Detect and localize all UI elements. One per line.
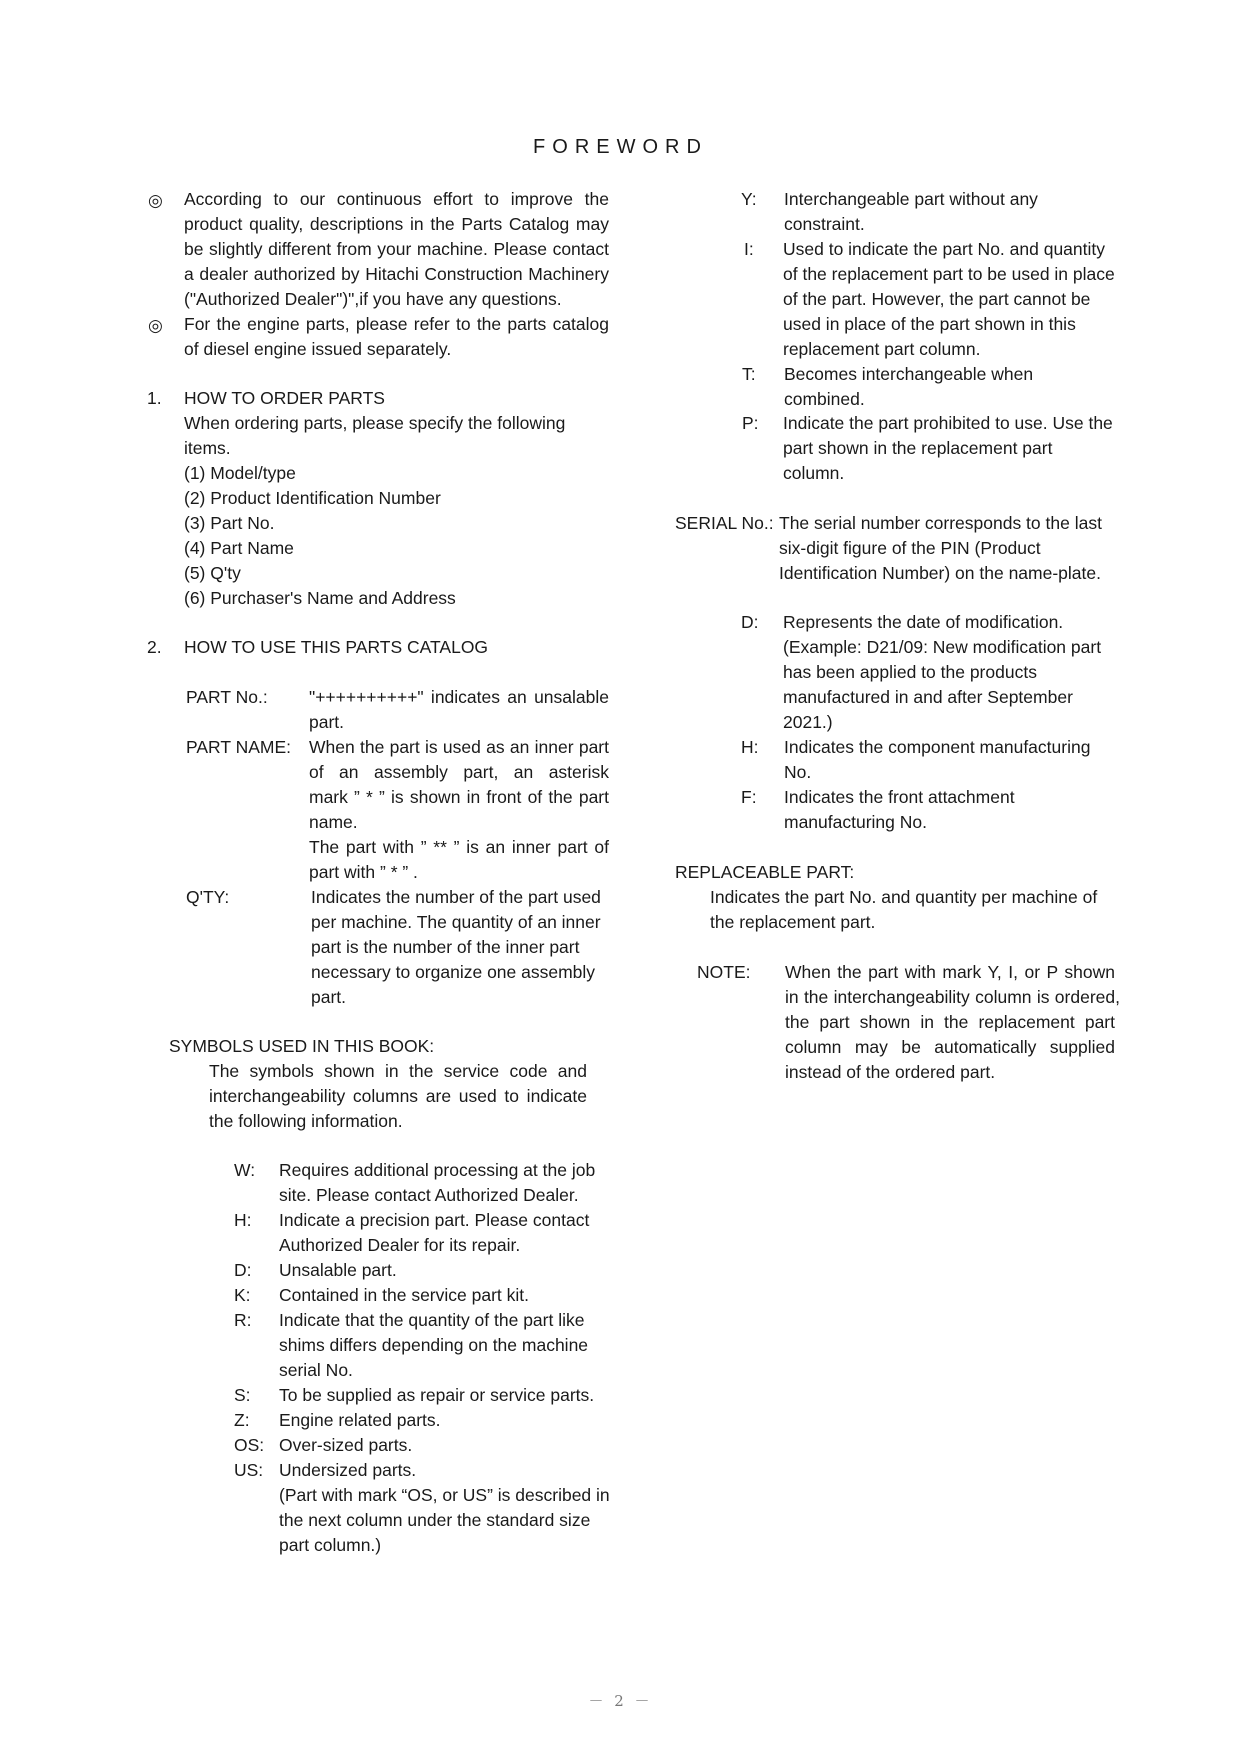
modification-key: F: xyxy=(741,787,757,807)
symbol-desc: the next column under the standard size xyxy=(279,1510,591,1530)
interchange-desc: Interchangeable part without any xyxy=(784,189,1038,209)
serial-desc: Identification Number) on the name-plate. xyxy=(779,563,1101,583)
page-number: － 2 － xyxy=(588,1692,653,1710)
bullet-mark: ◎ xyxy=(148,191,163,210)
section-1-intro: items. xyxy=(184,438,231,458)
symbol-desc: Indicate that the quantity of the part like xyxy=(279,1310,585,1330)
qty-label: Q'TY: xyxy=(186,887,230,907)
modification-desc: Indicates the component manufacturing xyxy=(784,737,1091,757)
modification-desc: manufactured in and after September xyxy=(783,687,1073,707)
bullet-1-line: ("Authorized Dealer")",if you have any questions. xyxy=(184,289,562,309)
order-item: (2) Product Identification Number xyxy=(184,488,441,508)
note-line: When the part with mark Y, I, or P shown xyxy=(785,962,1115,982)
qty-line: Indicates the number of the part used xyxy=(311,887,601,907)
symbol-desc: shims differs depending on the machine xyxy=(279,1335,589,1355)
section-2-number: 2. xyxy=(147,637,162,657)
symbol-desc: Undersized parts. xyxy=(279,1460,417,1480)
modification-desc: Represents the date of modification. xyxy=(783,612,1064,632)
note-line: the part shown in the replacement part xyxy=(785,1012,1115,1032)
order-item: (5) Q'ty xyxy=(184,563,241,583)
interchange-desc: Becomes interchangeable when xyxy=(784,364,1034,384)
part-name-line: The part with ” ** ” is an inner part of xyxy=(309,837,609,857)
part-name-line: mark ” * ” is shown in front of the part xyxy=(309,787,609,807)
serial-desc: The serial number corresponds to the last xyxy=(779,513,1102,533)
symbol-desc: Indicate a precision part. Please contact xyxy=(279,1210,590,1230)
part-no-line: part. xyxy=(309,712,345,732)
interchange-desc: replacement part column. xyxy=(783,339,981,359)
symbol-desc: part column.) xyxy=(279,1535,382,1555)
order-item: (4) Part Name xyxy=(184,538,294,558)
part-no-label: PART No.: xyxy=(186,687,268,707)
modification-desc: 2021.) xyxy=(783,712,833,732)
page-title: FOREWORD xyxy=(533,136,708,158)
symbol-desc: Over-sized parts. xyxy=(279,1435,413,1455)
part-name-line: When the part is used as an inner part xyxy=(309,737,609,757)
modification-key: D: xyxy=(741,612,759,632)
qty-line: part is the number of the inner part xyxy=(311,937,580,957)
qty-line: part. xyxy=(311,987,347,1007)
symbol-desc: Requires additional processing at the job xyxy=(279,1160,596,1180)
interchange-desc: of the replacement part to be used in place xyxy=(783,264,1115,284)
symbol-desc: serial No. xyxy=(279,1360,353,1380)
part-name-line: of an assembly part, an asterisk xyxy=(309,762,609,782)
bullet-1-line: be slightly different from your machine. Please contact xyxy=(184,239,609,259)
symbol-key: H: xyxy=(234,1210,252,1230)
modification-key: H: xyxy=(741,737,759,757)
symbol-desc: Contained in the service part kit. xyxy=(279,1285,529,1305)
qty-line: necessary to organize one assembly xyxy=(311,962,596,982)
interchange-desc: Used to indicate the part No. and quantity xyxy=(783,239,1106,259)
symbol-desc: site. Please contact Authorized Dealer. xyxy=(279,1185,579,1205)
order-item: (1) Model/type xyxy=(184,463,296,483)
symbol-desc: To be supplied as repair or service parts. xyxy=(279,1385,595,1405)
interchange-desc: combined. xyxy=(784,389,865,409)
symbol-desc: Engine related parts. xyxy=(279,1410,441,1430)
symbol-key: OS: xyxy=(234,1435,265,1455)
interchange-key: P: xyxy=(742,413,759,433)
interchange-key: Y: xyxy=(741,189,757,209)
replaceable-heading: REPLACEABLE PART: xyxy=(675,862,855,882)
part-name-label: PART NAME: xyxy=(186,737,292,757)
note-line: instead of the ordered part. xyxy=(785,1062,996,1082)
interchange-desc: part shown in the replacement part xyxy=(783,438,1053,458)
qty-line: per machine. The quantity of an inner xyxy=(311,912,601,932)
serial-label: SERIAL No.: xyxy=(675,513,774,533)
bullet-mark: ◎ xyxy=(148,316,163,335)
replaceable-desc: Indicates the part No. and quantity per machine of xyxy=(710,887,1098,907)
bullet-1-line: product quality, descriptions in the Parts Catalog may xyxy=(184,214,609,234)
interchange-desc: Indicate the part prohibited to use. Use the xyxy=(783,413,1113,433)
bullet-2-line: of diesel engine issued separately. xyxy=(184,339,452,359)
symbol-key: W: xyxy=(234,1160,256,1180)
section-2-heading: HOW TO USE THIS PARTS CATALOG xyxy=(184,637,489,657)
interchange-desc: used in place of the part shown in this xyxy=(783,314,1076,334)
bullet-1-line: According to our continuous effort to improve the xyxy=(184,189,609,209)
modification-desc: manufacturing No. xyxy=(784,812,927,832)
symbol-key: D: xyxy=(234,1260,252,1280)
symbol-key: R: xyxy=(234,1310,252,1330)
modification-desc: (Example: D21/09: New modification part xyxy=(783,637,1102,657)
order-item: (6) Purchaser's Name and Address xyxy=(184,588,456,608)
bullet-1-line: a dealer authorized by Hitachi Construction Machinery xyxy=(184,264,609,284)
interchange-key: T: xyxy=(742,364,756,384)
part-name-line: part with ” * ” . xyxy=(309,862,418,882)
symbol-key: US: xyxy=(234,1460,264,1480)
serial-desc: six-digit figure of the PIN (Product xyxy=(779,538,1041,558)
replaceable-desc: the replacement part. xyxy=(710,912,876,932)
interchange-desc: constraint. xyxy=(784,214,865,234)
symbols-intro: the following information. xyxy=(209,1111,403,1131)
interchange-desc: of the part. However, the part cannot be xyxy=(783,289,1091,309)
order-item: (3) Part No. xyxy=(184,513,275,533)
note-line: in the interchangeability column is ordered, xyxy=(785,987,1120,1007)
symbol-key: Z: xyxy=(234,1410,250,1430)
symbols-heading: SYMBOLS USED IN THIS BOOK: xyxy=(169,1036,435,1056)
part-name-line: name. xyxy=(309,812,358,832)
note-line: column may be automatically supplied xyxy=(785,1037,1115,1057)
section-1-heading: HOW TO ORDER PARTS xyxy=(184,388,385,408)
symbol-desc: Unsalable part. xyxy=(279,1260,397,1280)
section-1-intro: When ordering parts, please specify the following xyxy=(184,413,566,433)
note-label: NOTE: xyxy=(697,962,751,982)
symbols-intro: The symbols shown in the service code and xyxy=(209,1061,587,1081)
part-no-line: "++++++++++" indicates an unsalable xyxy=(309,687,609,707)
interchange-desc: column. xyxy=(783,463,845,483)
symbol-key: K: xyxy=(234,1285,251,1305)
symbol-desc: Authorized Dealer for its repair. xyxy=(279,1235,521,1255)
modification-desc: No. xyxy=(784,762,812,782)
symbols-intro: interchangeability columns are used to indicate xyxy=(209,1086,587,1106)
interchange-key: I: xyxy=(744,239,754,259)
modification-desc: has been applied to the products xyxy=(783,662,1037,682)
symbol-key: S: xyxy=(234,1385,251,1405)
symbol-desc: (Part with mark “OS, or US” is described in xyxy=(279,1485,610,1505)
bullet-2-line: For the engine parts, please refer to the parts catalog xyxy=(184,314,609,334)
section-1-number: 1. xyxy=(147,388,162,408)
modification-desc: Indicates the front attachment xyxy=(784,787,1015,807)
